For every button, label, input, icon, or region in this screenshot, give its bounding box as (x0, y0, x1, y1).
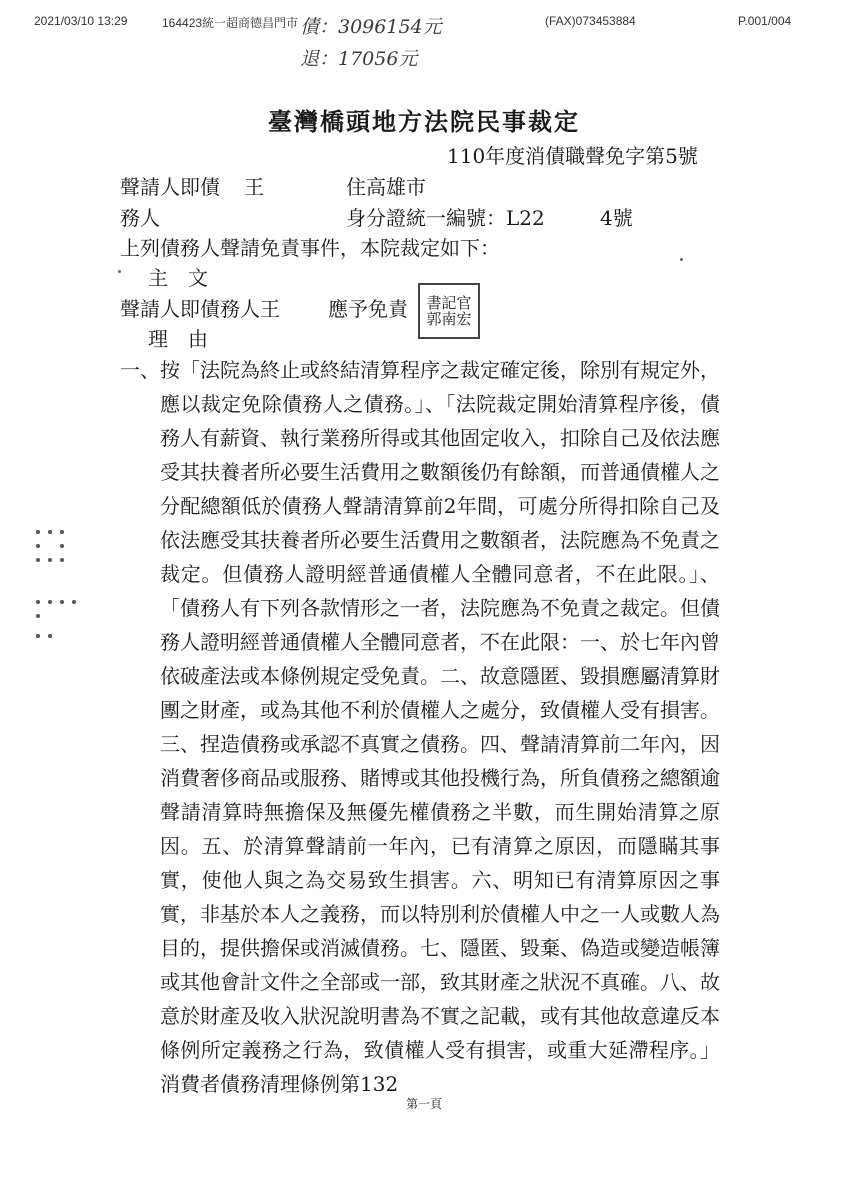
applicant-name: 王 (244, 175, 264, 199)
page-footer: 第一頁 (405, 1097, 442, 1111)
fax-sender: 164423統一超商德昌門市 (162, 16, 299, 30)
main-heading: 主 文 (148, 266, 208, 290)
stamp-name: 郭南宏 (426, 310, 472, 328)
stamp-title: 書記官 (426, 293, 472, 312)
handwritten-debt-note: 債：3096154元 (300, 16, 442, 38)
id-number-label: 身分證統一編號：L22 (346, 206, 545, 230)
clerk-stamp (418, 283, 480, 339)
fax-datetime: 2021/03/10 13:29 (34, 14, 128, 28)
scan-speck (680, 258, 683, 261)
reason-body (120, 353, 720, 1101)
reason-heading: 理 由 (148, 327, 208, 351)
document-title: 臺灣橋頭地方法院民事裁定 (268, 107, 580, 136)
main-text-prefix: 聲請人即債務人王 (120, 297, 280, 321)
debtor-label: 務人 (120, 206, 160, 230)
intro-sentence: 上列債務人聲請免責事件，本院裁定如下： (120, 236, 500, 260)
reason-paragraph: 一、按「法院為終止或終結清算程序之裁定確定後，除別有規定外，應以裁定免除債務人之債務。」、「法院裁定開始清算程序後，債務人有薪資、執行業務所得或其他固定收入，扣除自己及依法應受其扶養者所必要生活費用之數額後仍有餘額，而普通債權人之分配總額低於債務人聲請清算前2年間，可處分所得扣除自己及依法應受其扶養者所必要生活費用之數額者，法院應為不免責之裁定。但債務人證明經普通債權人全體同意者，不在此限。」、「債務人有下列各款情形之一者，法院應為不免責之裁定。但債務人證明經普通債權人全體同意者，不在此限：一、於七年內曾依破產法或本條例規定受免責。二、故意隱匿、毀損應屬清算財團之財產，或為其他不利於債權人之處分，致債權人受有損害。三、捏造債務或承認不真實之債務。四、聲請清算前二年內，因消費奢侈商品或服務、賭博或其他投機行為，所負債務之總額逾聲請清算時無擔保及無優先權債務之半數，而生開始清算之原因。五、於清算聲請前一年內，已有清算之原因，而隱瞞其事實，使他人與之為交易致生損害。六、明知已有清算原因之事實，非基於本人之義務，而以特別利於債權人中之一人或數人為目的，提供擔保或消滅債務。七、隱匿、毀棄、偽造或變造帳簿或其他會計文件之全部或一部，致其財產之狀況不真確。八、故意於財產及收入狀況說明書為不實之記載，或有其他故意違反本條例所定義務之行為，致債權人受有損害，或重大延滯程序。」消費者債務清理條例第132 (120, 358, 720, 1096)
scan-speck (118, 270, 121, 273)
fax-page: P.001/004 (738, 14, 792, 28)
id-number-suffix: 4號 (600, 206, 633, 230)
handwritten-refund-note: 退：17056元 (300, 48, 418, 70)
fax-number: (FAX)073453884 (545, 14, 636, 28)
applicant-address: 住高雄市 (346, 175, 426, 199)
main-text-ruling: 應予免責 (328, 297, 408, 321)
case-number: 110年度消債職聲免字第5號 (447, 144, 698, 168)
applicant-label: 聲請人即債 (120, 175, 220, 199)
